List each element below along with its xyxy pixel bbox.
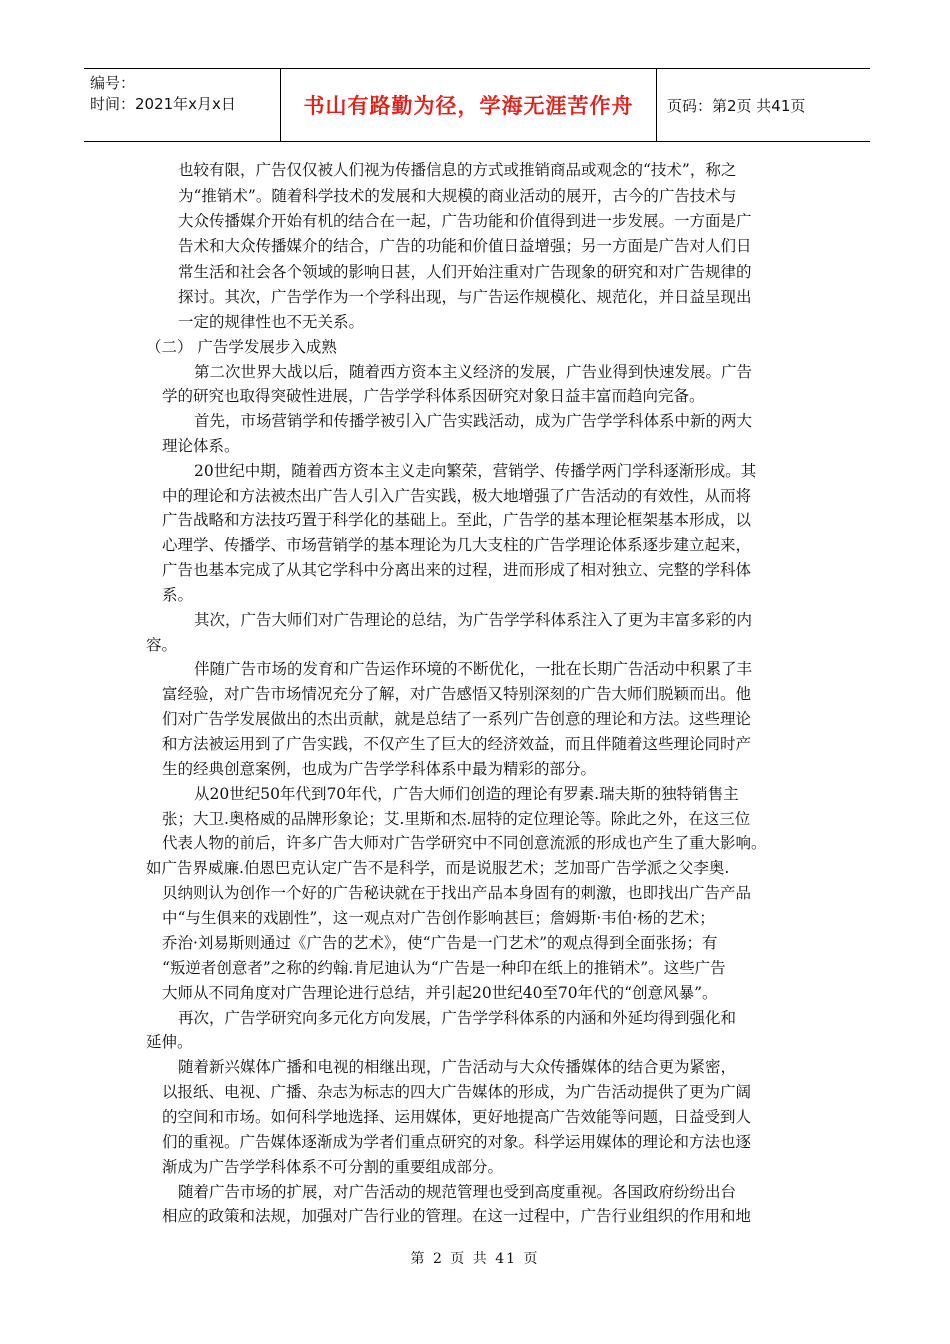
text-line: 贝纳则认为创作一个好的广告秘诀就在于找出产品本身固有的刺激，也即找出广告产品	[162, 884, 752, 902]
text-line: 伴随广告市场的发育和广告运作环境的不断优化，一批在长期广告活动中积累了丰	[194, 660, 753, 678]
text-line: 学的研究也取得突破性进展，广告学学科体系因研究对象日益丰富而趋向完备。	[162, 387, 705, 405]
text-line: 生的经典创意案例，也成为广告学学科体系中最为精彩的部分。	[162, 760, 597, 778]
text-line: 中的理论和方法被杰出广告人引入广告实践，极大地增强了广告活动的有效性，从而将	[162, 487, 752, 505]
text-line: 大师从不同角度对广告理论进行总结，并引起20世纪40至70年代的“创意风暴”。	[162, 984, 718, 1002]
text-line: 其次，广告大师们对广告理论的总结，为广告学学科体系注入了更为丰富多彩的内	[194, 611, 753, 629]
text-line: 中“与生俱来的戏剧性”，这一观点对广告创作影响甚巨；詹姆斯·韦伯·杨的艺术；	[162, 909, 715, 927]
text-line: 代表人物的前后，许多广告大师对广告学研究中不同创意流派的形成也产生了重大影响。	[162, 834, 767, 852]
text-line: 延伸。	[146, 1033, 193, 1051]
text-line: 为“推销术”。随着科学技术的发展和大规模的商业活动的展开，古今的广告技术与	[178, 187, 737, 205]
text-line: 们对广告学发展做出的杰出贡献，就是总结了一系列广告创意的理论和方法。这些理论	[162, 710, 752, 728]
text-line: 探讨。其次，广告学作为一个学科出现，与广告运作规模化、规范化，并日益呈现出	[178, 288, 752, 306]
text-line: 以报纸、电视、广播、杂志为标志的四大广告媒体的形成，为广告活动提供了更为广阔	[162, 1083, 752, 1101]
text-line: 的空间和市场。如何科学地选择、运用媒体，更好地提高广告效能等问题，日益受到人	[162, 1108, 752, 1126]
header-meta	[84, 69, 281, 141]
document-number-label: 编号：	[90, 74, 136, 92]
header-motto: 书山有路勤为径，学海无涯苦作舟	[281, 69, 657, 141]
text-line: 随着新兴媒体广播和电视的相继出现，广告活动与大众传播媒体的结合更为紧密，	[178, 1058, 737, 1076]
text-line: 如广告界威廉.伯恩巴克认定广告不是科学，而是说服艺术；芝加哥广告学派之父李奥.	[146, 859, 730, 877]
text-line: 随着广告市场的扩展，对广告活动的规范管理也受到高度重视。各国政府纷纷出台	[178, 1183, 737, 1201]
text-line: 首先，市场营销学和传播学被引入广告实践活动，成为广告学学科体系中新的两大	[194, 412, 753, 430]
text-line: 富经验，对广告市场情况充分了解，对广告感悟又特别深刻的广告大师们脱颖而出。他	[162, 685, 752, 703]
section-heading: （二） 广告学发展步入成熟	[146, 338, 337, 356]
text-line: 渐成为广告学学科体系不可分割的重要组成部分。	[162, 1158, 504, 1176]
text-line: 广告也基本完成了从其它学科中分离出来的过程，进而形成了相对独立、完整的学科体	[162, 561, 752, 579]
text-line: 20世纪中期，随着西方资本主义走向繁荣，营销学、传播学两门学科逐渐形成。其	[194, 462, 757, 480]
text-line: 常生活和社会各个领域的影响日甚，人们开始注重对广告现象的研究和对广告规律的	[178, 263, 752, 281]
document-date: 时间：2021年x月x日	[90, 95, 236, 113]
text-line: 第二次世界大战以后，随着西方资本主义经济的发展，广告业得到快速发展。广告	[194, 363, 753, 381]
text-line: 再次，广告学研究向多元化方向发展，广告学学科体系的内涵和外延均得到强化和	[178, 1009, 737, 1027]
header-page-code: 页码：第2页 共41页	[667, 96, 806, 115]
text-line: “叛逆者创意者”之称的约翰.肯尼迪认为“广告是一种印在纸上的推销术”。这些广告	[162, 959, 726, 977]
text-line: 也较有限，广告仅仅被人们视为传播信息的方式或推销商品或观念的“技术”，称之	[178, 161, 737, 179]
text-line: 系。	[162, 586, 194, 604]
text-line: 乔治·刘易斯则通过《广告的艺术》，使“广告是一门艺术”的观点得到全面张扬；有	[162, 934, 718, 952]
text-line: 容。	[146, 636, 178, 654]
text-line: 理论体系。	[162, 437, 240, 455]
text-line: 心理学、传播学、市场营销学的基本理论为几大支柱的广告学理论体系逐步建立起来，	[162, 536, 752, 554]
text-line: 告术和大众传播媒介的结合，广告的功能和价值日益增强；另一方面是广告对人们日	[178, 237, 752, 255]
page-header	[84, 68, 870, 142]
text-line: 们的重视。广告媒体逐渐成为学者们重点研究的对象。科学运用媒体的理论和方法也逐	[162, 1133, 752, 1151]
page-footer: 第 2 页 共 41 页	[410, 1251, 540, 1267]
text-line: 广告战略和方法技巧置于科学化的基础上。至此，广告学的基本理论框架基本形成，以	[162, 511, 752, 529]
text-line: 和方法被运用到了广告实践，不仅产生了巨大的经济效益，而且伴随着这些理论同时产	[162, 735, 752, 753]
text-line: 从20世纪50年代到70年代，广告大师们创造的理论有罗素.瑞夫斯的独特销售主	[194, 785, 739, 803]
text-line: 大众传播媒介开始有机的结合在一起，广告功能和价值得到进一步发展。一方面是广	[178, 212, 752, 230]
text-line: 一定的规律性也不无关系。	[178, 313, 365, 331]
text-line: 相应的政策和法规，加强对广告行业的管理。在这一过程中，广告行业组织的作用和地	[162, 1207, 752, 1225]
text-line: 张；大卫.奥格威的品牌形象论；艾.里斯和杰.屈特的定位理论等。除此之外，在这三位	[162, 810, 751, 828]
